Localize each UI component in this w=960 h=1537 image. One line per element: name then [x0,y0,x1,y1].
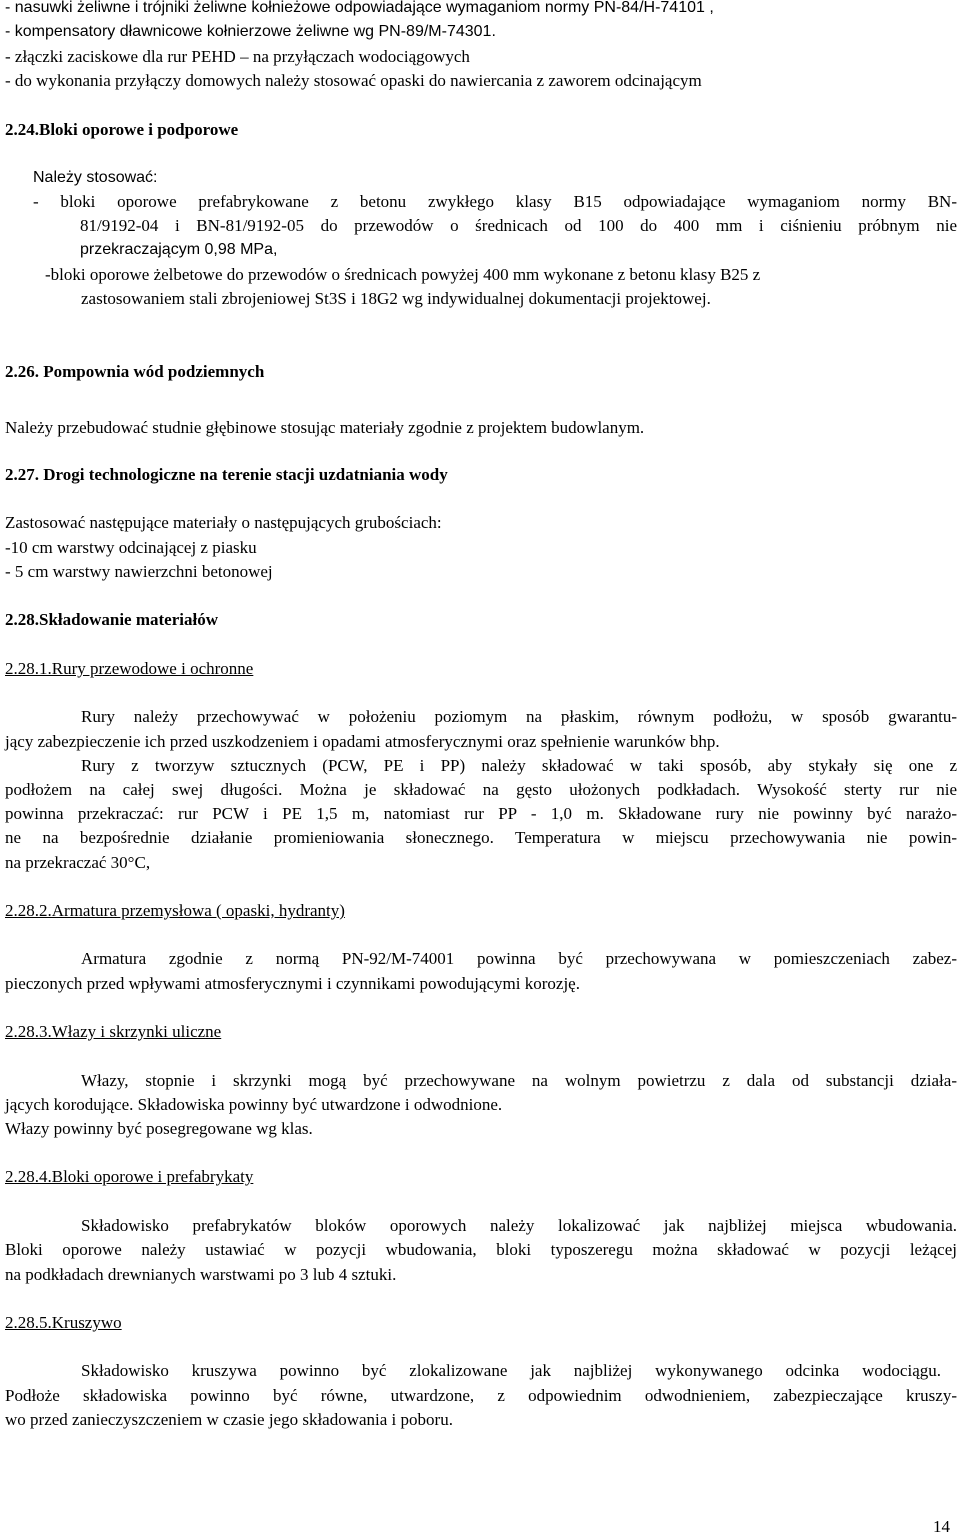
page-number: 14 [933,1517,950,1536]
paragraph-line: Składowisko prefabrykatów bloków oporowych należy lokalizować jak najbliżej miejsca wbudowania. [81,1216,957,1235]
paragraph-line: Należy stosować: [33,169,158,186]
paragraph-line: powinna przekraczać: rur PCW i PE 1,5 m, natomiast rur PP - 1,0 m. Składowane rury nie powinny być narażo- [5,804,957,823]
paragraph-line: jący zabezpieczenie ich przed uszkodzeniem i opadami atmosferycznymi oraz spełnienie warunków bhp. [5,732,720,751]
paragraph-line: Rury należy przechowywać w położeniu poziomym na płaskim, równym podłożu, w sposób gwarantu- [81,707,957,726]
paragraph-line: Zastosować następujące materiały o następujących grubościach: [5,513,442,532]
subsection-heading: 2.28.2.Armatura przemysłowa ( opaski, hydranty) [5,901,345,920]
paragraph-line: Należy przebudować studnie głębinowe stosując materiały zgodnie z projektem budowlanym. [5,418,645,437]
paragraph-line: -10 cm warstwy odcinającej z piasku [5,538,257,557]
paragraph-line: Włazy powinny być posegregowane wg klas. [5,1119,313,1138]
bullet-line: zastosowaniem stali zbrojeniowej St3S i 18G2 wg indywidualnej dokumentacji projektowej. [81,289,711,308]
section-heading: 2.27. Drogi technologiczne na terenie stacji uzdatniania wody [5,465,448,484]
list-item: - złączki zaciskowe dla rur PEHD – na przyłączach wodociągowych [5,47,470,66]
paragraph-line: podłożem na całej swej długości. Można je składować na gęsto ułożonych podkładach. Wysokość sterty rur nie [5,780,957,799]
section-heading: 2.28.Składowanie materiałów [5,610,218,629]
section-heading: 2.24.Bloki oporowe i podporowe [5,120,239,139]
subsection-heading: 2.28.4.Bloki oporowe i prefabrykaty [5,1167,254,1186]
paragraph-line: - 5 cm warstwy nawierzchni betonowej [5,562,273,581]
document-page [5,0,957,1537]
subsection-heading: 2.28.5.Kruszywo [5,1313,122,1332]
list-item: - nasuwki żeliwne i trójniki żeliwne kołnieżowe odpowiadające wymaganiom normy PN-84/H-74101 , [5,0,714,16]
section-heading: 2.26. Pompownia wód podziemnych [5,362,265,381]
paragraph-line: Bloki oporowe należy ustawiać w pozycji wbudowania, bloki typoszeregu można składować w pozycji leżącej [5,1240,957,1259]
paragraph-line: pieczonych przed wpływami atmosferycznymi i czynnikami powodującymi korozję. [5,974,580,993]
bullet-line: przekraczającym 0,98 MPa, [80,241,278,258]
paragraph-line: na przekraczać 30°C, [5,853,151,872]
bullet-line: -bloki oporowe żelbetowe do przewodów o średnicach powyżej 400 mm wykonane z betonu klasy B25 z [45,265,761,284]
paragraph-line: Włazy, stopnie i skrzynki mogą być przechowywane na wolnym powietrzu z dala od substancji działa- [81,1071,957,1090]
paragraph-line: jących korodujące. Składowiska powinny być utwardzone i odwodnione. [5,1095,503,1114]
paragraph-line: wo przed zanieczyszczeniem w czasie jego składowania i poboru. [5,1410,453,1429]
paragraph-line: Armatura zgodnie z normą PN-92/M-74001 powinna być przechowywana w pomieszczeniach zabez- [81,949,957,968]
list-item: - do wykonania przyłączy domowych należy stosować opaski do nawiercania z zaworem odcinającym [5,71,702,90]
paragraph-line: ne na bezpośrednie działanie promieniowania słonecznego. Temperatura w miejscu przechowywania nie powin- [5,828,957,847]
paragraph-line: na podkładach drewnianych warstwami po 3 lub 4 sztuki. [5,1265,397,1284]
subsection-heading: 2.28.3.Włazy i skrzynki uliczne [5,1022,222,1041]
paragraph-line: Podłoże składowiska powinno być równe, utwardzone, z odpowiednim odwodnieniem, zabezpieczające kruszy- [5,1386,957,1405]
subsection-heading: 2.28.1.Rury przewodowe i ochronne [5,659,254,678]
paragraph-line: Składowisko kruszywa powinno być zlokalizowane jak najbliżej wykonywanego odcinka wodociągu. [81,1361,941,1380]
paragraph-line: Rury z tworzyw sztucznych (PCW, PE i PP) należy składować w taki sposób, aby stykały się one z [81,756,957,775]
bullet-line: 81/9192-04 i BN-81/9192-05 do przewodów o średnicach od 100 do 400 mm i ciśnieniu próbnym nie [80,216,957,235]
list-item: - kompensatory dławnicowe kołnierzowe żeliwne wg PN-89/M-74301. [5,23,496,40]
bullet-line: - bloki oporowe prefabrykowane z betonu zwykłego klasy B15 odpowiadające wymaganiom normy BN- [33,192,957,211]
